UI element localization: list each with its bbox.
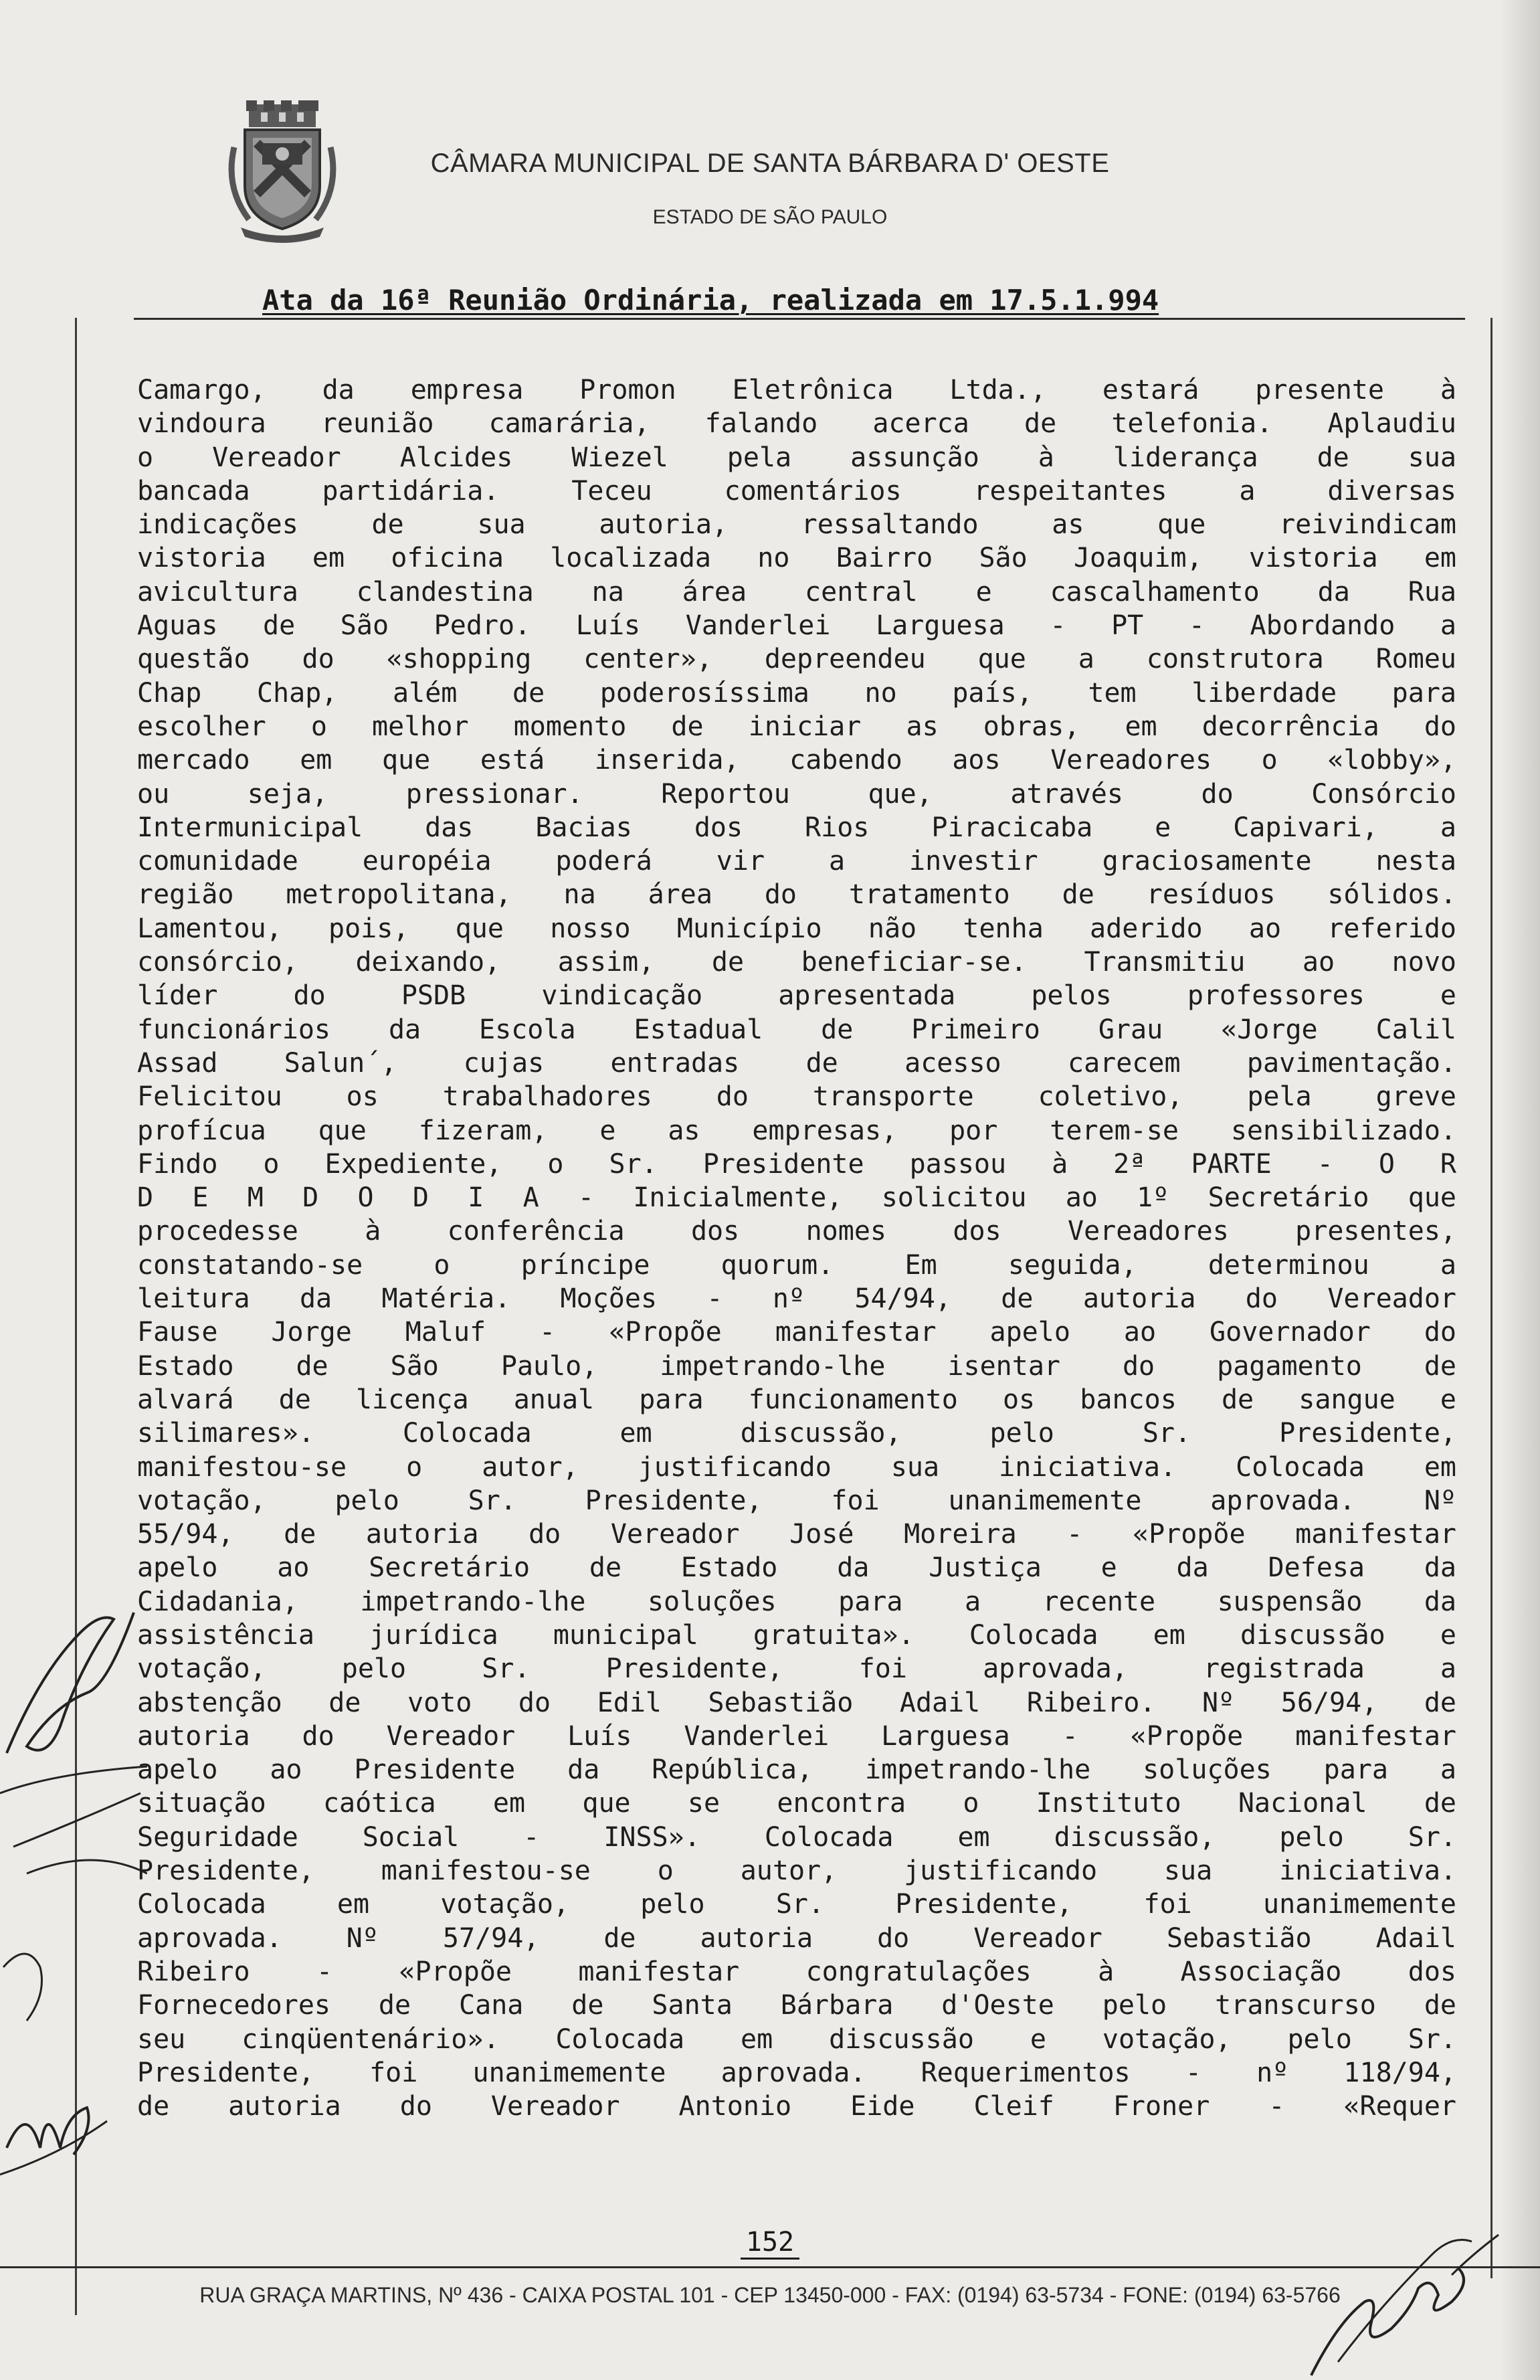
body-line: Estado de São Paulo, impetrando-lhe isentar do pagamento de [137,1350,1456,1382]
body-line: vistoria em oficina localizada no Bairro São Joaquim, vistoria em [137,543,1456,574]
body-line: questão do «shopping center», depreendeu que a construtora Romeu [137,644,1456,675]
page-title: Ata da 16ª Reunião Ordinária, realizada em 17.5.1.994 [262,284,1159,316]
body-line: Chap Chap, além de poderosíssima no país, tem liberdade para [137,677,1456,709]
body-line: leitura da Matéria. Moções - nº 54/94, de autoria do Vereador [137,1283,1456,1315]
right-margin-rule [1490,318,1493,2278]
body-line: consórcio, deixando, assim, de beneficiar-se. Transmitiu ao novo [137,947,1456,978]
body-line: votação, pelo Sr. Presidente, foi unanimemente aprovada. Nº [137,1485,1456,1516]
page-number [0,2227,1540,2258]
body-line: Assad Salun´, cujas entradas de acesso carecem pavimentação. [137,1047,1456,1079]
body-line: alvará de licença anual para funcionamento os bancos de sangue e [137,1384,1456,1415]
body-line: seu cinqüentenário». Colocada em discussão e votação, pelo Sr. [137,2023,1456,2055]
body-line: D E M D O D I A - Inicialmente, solicitou ao 1º Secretário que [137,1182,1456,1214]
body-line: vindoura reunião camarária, falando acerca de telefonia. Aplaudiu [137,408,1456,440]
body-line: de autoria do Vereador Antonio Eide Cleif Froner - «Requer [137,2091,1456,2122]
body-line: silimares». Colocada em discussão, pelo Sr. Presidente, [137,1418,1456,1449]
body-line: escolher o melhor momento de iniciar as obras, em decorrência do [137,711,1456,742]
page-edge-shadow [1500,0,1540,2380]
footer-rule [0,2266,1540,2268]
body-line: Presidente, manifestou-se o autor, justificando sua iniciativa. [137,1855,1456,1887]
body-line: constatando-se o príncipe quorum. Em seguida, determinou a [137,1249,1456,1281]
body-line: apelo ao Presidente da República, impetrando-lhe soluções para a [137,1754,1456,1786]
body-line: Seguridade Social - INSS». Colocada em discussão, pelo Sr. [137,1821,1456,1853]
body-line: indicações de sua autoria, ressaltando as que reivindicam [137,509,1456,541]
footer-address: RUA GRAÇA MARTINS, Nº 436 - CAIXA POSTAL 101 - CEP 13450-000 - FAX: (0194) 63-5734 - FONE: (0194) 63-5766 [199,2283,1341,2307]
body-line: Ribeiro - «Propõe manifestar congratulações à Associação dos [137,1956,1456,1987]
body-line: Felicitou os trabalhadores do transporte coletivo, pela greve [137,1081,1456,1113]
body-line: aprovada. Nº 57/94, de autoria do Vereador Sebastião Adail [137,1922,1456,1954]
page-number-value: 152 [741,2227,799,2260]
body-line: Presidente, foi unanimemente aprovada. Requerimentos - nº 118/94, [137,2057,1456,2088]
title-rule [134,318,1465,320]
body-line: região metropolitana, na área do tratamento de resíduos sólidos. [137,879,1456,911]
org-state: ESTADO DE SÃO PAULO [652,206,888,228]
body-line: Fause Jorge Maluf - «Propõe manifestar apelo ao Governador do [137,1317,1456,1348]
body-line: procedesse à conferência dos nomes dos Vereadores presentes, [137,1216,1456,1247]
body-line: mercado em que está inserida, cabendo aos Vereadores o «lobby», [137,745,1456,776]
body-line: apelo ao Secretário de Estado da Justiça e da Defesa da [137,1552,1456,1584]
body-line: situação caótica em que se encontra o Instituto Nacional de [137,1788,1456,1819]
minutes-body [137,373,1456,2123]
body-line: votação, pelo Sr. Presidente, foi aprovada, registrada a [137,1653,1456,1685]
body-line: Camargo, da empresa Promon Eletrônica Ltda., estará presente à [137,375,1456,405]
body-line: profícua que fizeram, e as empresas, por terem-se sensibilizado. [137,1115,1456,1146]
body-line: Lamentou, pois, que nosso Município não tenha aderido ao referido [137,913,1456,944]
body-line: comunidade européia poderá vir a investir graciosamente nesta [137,846,1456,877]
body-line: abstenção de voto do Edil Sebastião Adail Ribeiro. Nº 56/94, de [137,1687,1456,1718]
body-line: manifestou-se o autor, justificando sua iniciativa. Colocada em [137,1451,1456,1483]
body-line: bancada partidária. Teceu comentários respeitantes a diversas [137,475,1456,507]
body-line: 55/94, de autoria do Vereador José Moreira - «Propõe manifestar [137,1519,1456,1550]
body-line: Findo o Expediente, o Sr. Presidente passou à 2ª PARTE - O R [137,1148,1456,1180]
body-line: Colocada em votação, pelo Sr. Presidente, foi unanimemente [137,1889,1456,1920]
body-line: autoria do Vereador Luís Vanderlei Larguesa - «Propõe manifestar [137,1720,1456,1752]
body-line: líder do PSDB vindicação apresentada pelos professores e [137,980,1456,1012]
body-line: avicultura clandestina na área central e cascalhamento da Rua [137,576,1456,608]
body-line: assistência jurídica municipal gratuita». Colocada em discussão e [137,1619,1456,1651]
org-name: CÂMARA MUNICIPAL DE SANTA BÁRBARA D' OESTE [430,149,1110,178]
body-line: Intermunicipal das Bacias dos Rios Piracicaba e Capivari, a [137,812,1456,843]
handwritten-signature-icon [0,1592,147,2262]
body-line: funcionários da Escola Estadual de Primeiro Grau «Jorge Calil [137,1014,1456,1045]
body-line: Cidadania, impetrando-lhe soluções para a recente suspensão da [137,1586,1456,1617]
body-line: o Vereador Alcides Wiezel pela assunção à liderança de sua [137,442,1456,473]
body-line: Fornecedores de Cana de Santa Bárbara d'Oeste pelo transcurso de [137,1990,1456,2021]
body-line: ou seja, pressionar. Reportou que, através do Consórcio [137,778,1456,810]
left-margin-rule [75,318,77,2315]
body-line: Aguas de São Pedro. Luís Vanderlei Larguesa - PT - Abordando a [137,610,1456,642]
